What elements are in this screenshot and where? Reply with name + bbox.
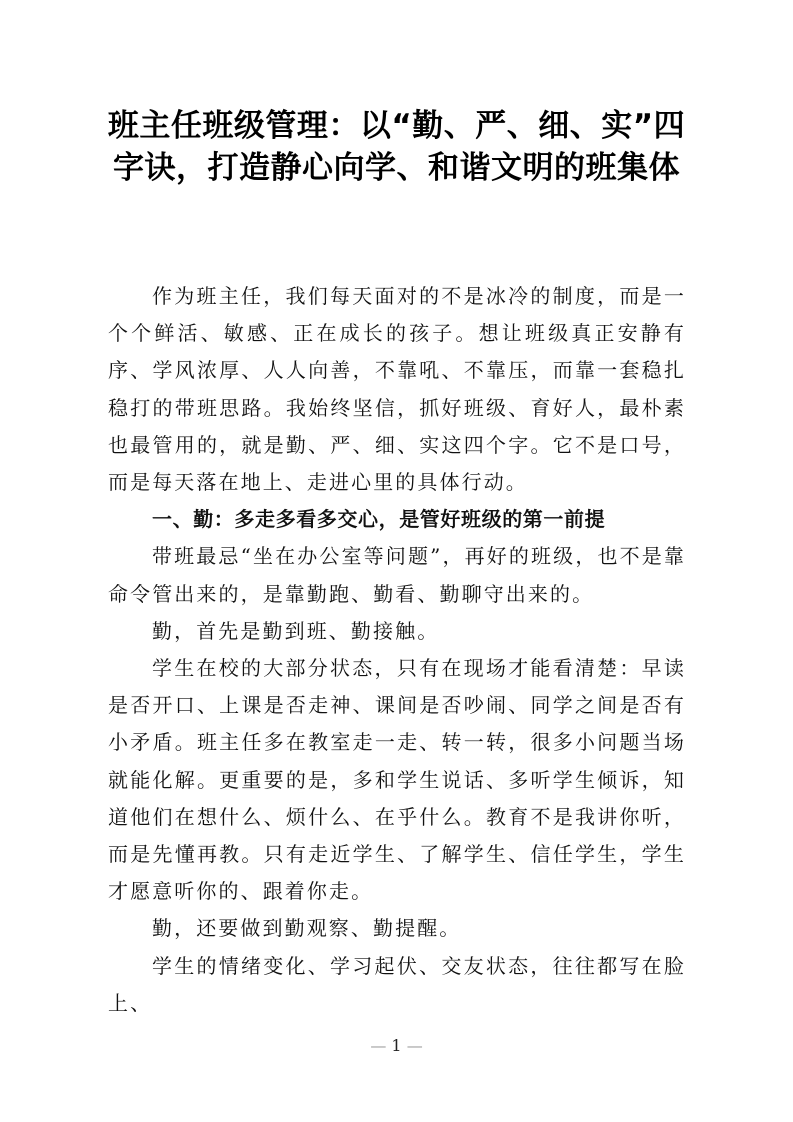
document-title: 班主任班级管理：以“勤、严、细、实”四字诀，打造静心向学、和谐文明的班集体 [107, 108, 686, 186]
paragraph: 学生的情绪变化、学习起伏、交友状态，往往都写在脸上、 [108, 953, 686, 1015]
paragraph: 学生在校的大部分状态，只有在现场才能看清楚：早读是否开口、上课是否走神、课间是否吵闹、同学之间是否有小矛盾。班主任多在教室走一走、转一转，很多小问题当场就能化解。更重要的是，多和学生说话、多听学生倾诉，知道他们在想什么、烦什么、在乎什么。教育不是我讲你听，而是先懂再教。只有走近学生、了解学生、信任学生，学生才愿意听你的、跟着你走。 [108, 656, 686, 904]
paragraph: 带班最忌“坐在办公室等问题”，再好的班级，也不是靠命令管出来的，是靠勤跑、勤看、勤聊守出来的。 [108, 544, 686, 606]
page-number: 1 [391, 1036, 402, 1055]
footer-dash-left: — [370, 1036, 387, 1055]
footer-dash-right: — [406, 1036, 423, 1055]
section-heading: 一、勤：多走多看多交心，是管好班级的第一前提 [152, 507, 606, 532]
paragraph: 作为班主任，我们每天面对的不是冰冷的制度，而是一个个鲜活、敏感、正在成长的孩子。想让班级真正安静有序、学风浓厚、人人向善，不靠吼、不靠压，而靠一套稳扎稳打的带班思路。我始终坚信，抓好班级、育好人，最朴素也最管用的，就是勤、严、细、实这四个字。它不是口号，而是每天落在地上、走进心里的具体行动。 [108, 284, 686, 495]
document-body [108, 278, 686, 1022]
paragraph: 勤，首先是勤到班、勤接触。 [152, 618, 440, 643]
page-footer [0, 1036, 793, 1055]
paragraph: 勤，还要做到勤观察、勤提醒。 [152, 916, 462, 941]
